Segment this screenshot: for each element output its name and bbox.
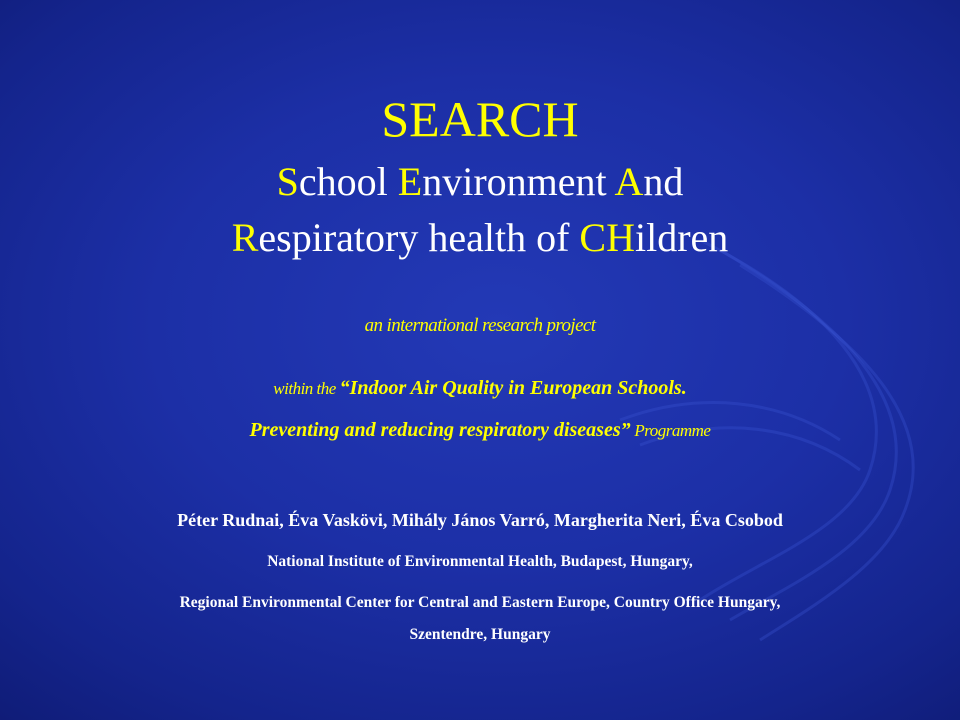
subtitle-text-chool: chool <box>298 159 398 204</box>
acronym-letter-a: A <box>614 159 644 204</box>
programme-line-2 <box>0 416 960 445</box>
programme-suffix: Programme <box>630 421 711 440</box>
acronym-letter-s: S <box>276 159 299 204</box>
authors: Péter Rudnai, Éva Vaskövi, Mihály János Varró, Margherita Neri, Éva Csobod <box>177 510 783 530</box>
programme-title-part-1: “Indoor Air Quality in European Schools. <box>339 377 687 399</box>
affiliation-1: National Institute of Environmental Health, Budapest, Hungary, <box>267 553 693 570</box>
slide-title: SEARCH <box>381 91 579 147</box>
subtitle-text-nvironment: nvironment <box>422 159 615 204</box>
programme-line-1 <box>0 374 960 403</box>
subtitle-line-2 <box>0 214 960 262</box>
programme-title-part-2: Preventing and reducing respiratory diseases” <box>249 419 631 441</box>
acronym-letter-e: E <box>397 159 423 204</box>
subtitle-text-ildren: ildren <box>634 215 729 260</box>
affiliation-3: Szentendre, Hungary <box>409 626 551 643</box>
affiliation-2: Regional Environmental Center for Central and Eastern Europe, Country Office Hungary, <box>179 594 781 611</box>
tagline: an international research project <box>364 315 596 336</box>
subtitle-text-nd: nd <box>643 159 684 204</box>
subtitle-line-1 <box>0 158 960 206</box>
acronym-letters-ch: CH <box>579 215 635 260</box>
acronym-letter-r: R <box>231 215 259 260</box>
subtitle-text-espiratory: espiratory health of <box>258 215 580 260</box>
programme-within-prefix: within the <box>273 379 340 398</box>
